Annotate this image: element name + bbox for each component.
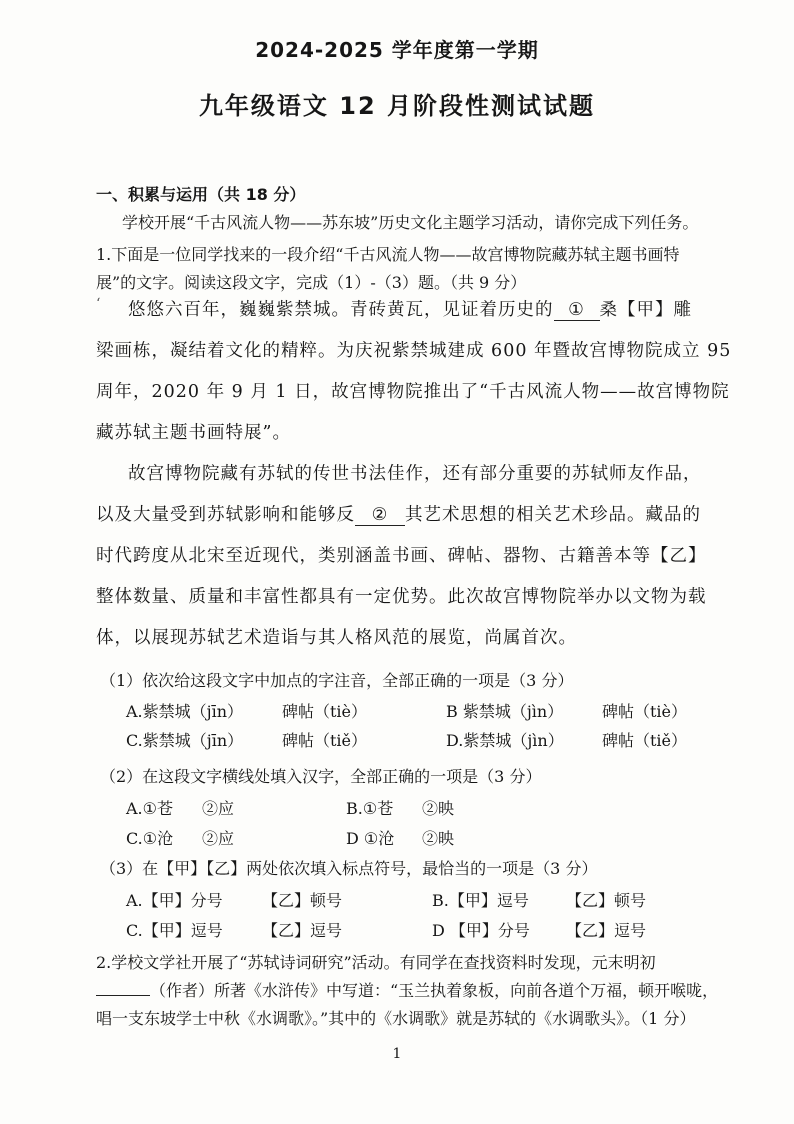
sub-question-3: （3）在【甲】【乙】两处依次填入标点符号，最恰当的一项是（3 分） bbox=[100, 859, 598, 878]
option-b-part-2: 【乙】顿号 bbox=[566, 891, 647, 910]
option-c-part-1: C.①沧 bbox=[126, 829, 174, 848]
option-b-part-2: 碑帖（tiè） bbox=[602, 702, 688, 721]
option-c-part-2: ②应 bbox=[202, 829, 235, 848]
passage-p2-line-2 bbox=[96, 501, 701, 526]
option-d-part-1: D ①沧 bbox=[346, 829, 395, 848]
question-1-stem-line-2: 展”的文字。阅读这段文字，完成（1）-（3）题。（共 9 分） bbox=[96, 273, 527, 292]
question-2-line-1: 2.学校文学社开展了“苏轼诗词研究”活动。有同学在查找资料时发现，元末明初 bbox=[96, 953, 656, 972]
question-2-line-3: 唱一支东坡学士中秋《水调歌》。”其中的《水调歌》就是苏轼的《水调歌头》。（1 分） bbox=[96, 1009, 696, 1028]
option-d-part-1: D 【甲】分号 bbox=[432, 921, 530, 940]
author-answer-blank[interactable] bbox=[96, 995, 150, 996]
option-d-part-2: 碑帖（tiě） bbox=[602, 731, 688, 750]
page-number: 1 bbox=[392, 1046, 402, 1062]
option-c-part-2: 碑帖（tiě） bbox=[282, 731, 368, 750]
question-2-line-2 bbox=[96, 978, 718, 1001]
blank-2: ② bbox=[355, 505, 405, 526]
option-c-part-1: C.【甲】逗号 bbox=[126, 921, 223, 940]
activity-intro: 学校开展“千古风流人物——苏东坡”历史文化主题学习活动，请你完成下列任务。 bbox=[122, 213, 699, 232]
question-1-stem-line-1: 1.下面是一位同学找来的一段介绍“千古风流人物——故宫博物院藏苏轼主题书画特 bbox=[96, 245, 680, 264]
option-d-part-2: ②映 bbox=[422, 829, 455, 848]
exam-main-title: 九年级语文 12 月阶段性测试试题 bbox=[198, 92, 596, 120]
passage-p2-line-1: 故宫博物院藏有苏轼的传世书法佳作，还有部分重要的苏轼师友作品， bbox=[128, 464, 702, 484]
sub-question-2: （2）在这段文字横线处填入汉字，全部正确的一项是（3 分） bbox=[100, 767, 542, 786]
option-b-part-1: B.【甲】逗号 bbox=[432, 891, 529, 910]
option-c-part-1: C.紫禁城（jīn） bbox=[126, 731, 244, 750]
passage-p2-line-5: 体，以展现苏轼艺术造诣与其人格风范的展览，尚属首次。 bbox=[96, 628, 577, 648]
option-a-part-2: 【乙】顿号 bbox=[262, 891, 343, 910]
option-a-part-1: A.①苍 bbox=[126, 799, 173, 818]
blank-1: ① bbox=[554, 300, 600, 321]
option-b-part-1: B 紫禁城（jìn） bbox=[446, 702, 564, 721]
option-b-part-2: ②映 bbox=[422, 799, 455, 818]
passage-p1-line-2: 梁画栋，凝结着文化的精粹。为庆祝紫禁城建成 600 年暨故宫博物院成立 95 bbox=[96, 341, 732, 361]
passage-text: 以及大量受到苏轼影响和能够反 bbox=[96, 505, 355, 525]
section-heading: 一、积累与运用（共 18 分） bbox=[96, 185, 306, 204]
passage-text: 其艺术思想的相关艺术珍品。藏品的 bbox=[405, 505, 701, 525]
passage-p1-line-4: 藏苏轼主题书画特展”。 bbox=[96, 423, 291, 443]
option-a-part-1: A.紫禁城（jīn） bbox=[126, 702, 244, 721]
exam-term-title: 2024-2025 学年度第一学期 bbox=[255, 38, 539, 62]
option-a-part-2: ②应 bbox=[202, 799, 235, 818]
option-a-part-2: 碑帖（tiè） bbox=[282, 702, 368, 721]
passage-p1-line-1 bbox=[128, 296, 692, 321]
passage-p2-line-4: 整体数量、质量和丰富性都具有一定优势。此次故宫博物院举办以文物为载 bbox=[96, 587, 707, 607]
option-d-part-2: 【乙】逗号 bbox=[566, 921, 647, 940]
passage-p1-line-3: 周年，2020 年 9 月 1 日，故宫博物院推出了“千古风流人物——故宫博物院 bbox=[96, 382, 730, 402]
stray-mark: ʻ bbox=[96, 296, 101, 312]
option-a-part-1: A.【甲】分号 bbox=[126, 891, 223, 910]
option-c-part-2: 【乙】逗号 bbox=[262, 921, 343, 940]
passage-text: 悠悠六百年，巍巍紫禁城。青砖黄瓦，见证着历史的 bbox=[128, 300, 554, 320]
sub-question-1: （1）依次给这段文字中加点的字注音，全部正确的一项是（3 分） bbox=[100, 671, 574, 690]
option-b-part-1: B.①苍 bbox=[346, 799, 394, 818]
passage-p2-line-3: 时代跨度从北宋至近现代，类别涵盖书画、碑帖、器物、古籍善本等【乙】 bbox=[96, 546, 707, 566]
option-d-part-1: D.紫禁城（jìn） bbox=[446, 731, 564, 750]
passage-text: 桑【甲】雕 bbox=[599, 300, 692, 320]
question-2-text: （作者）所著《水浒传》中写道：“玉兰执着象板，向前各道个万福，顿开喉咙， bbox=[150, 981, 719, 1000]
